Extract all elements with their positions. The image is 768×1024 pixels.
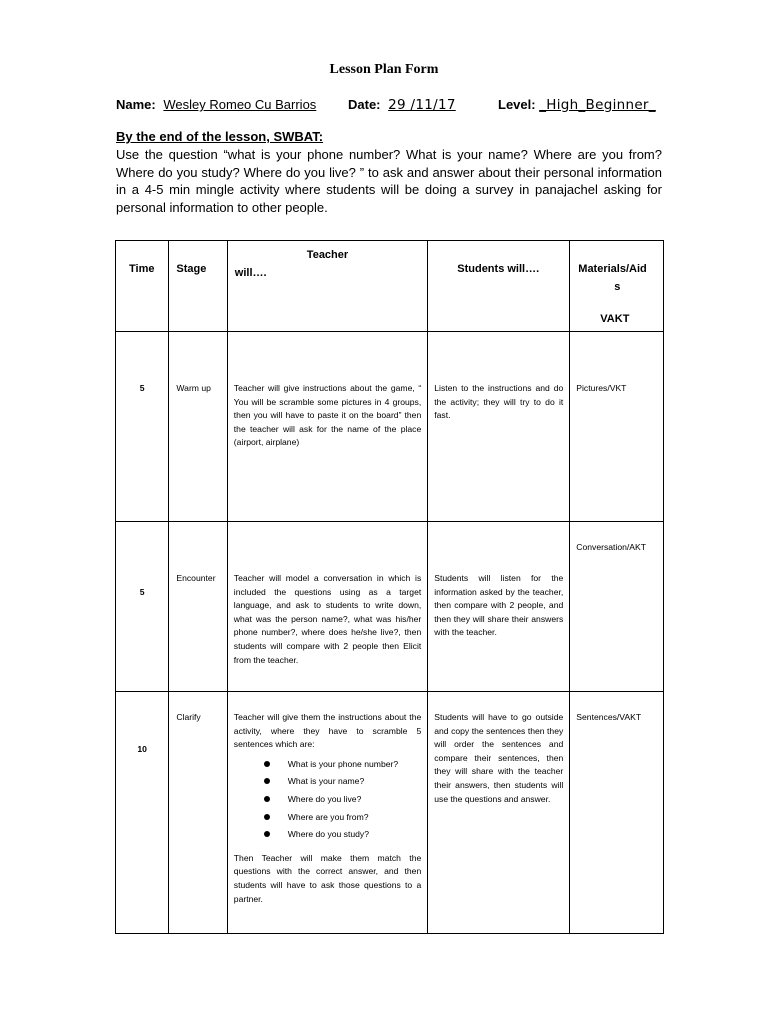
level-field [498,97,656,113]
header-materials [570,241,664,332]
name-label: Name: [116,97,156,112]
name-value: Wesley Romeo Cu Barrios [163,97,317,112]
table-row [116,692,664,934]
time-value: 5 [139,587,145,597]
materials-text: Sentences/VAKT [576,712,642,722]
teacher-text: Teacher will give instructions about the game, “ You will be scramble some pictures in 4 groups, then you will have to paste it on the board” then the teacher will ask for the name of the place (airport, airplane) [233,383,422,448]
row-students [428,332,570,522]
table-row [116,332,664,522]
header-students [428,241,570,332]
header-time [116,241,169,332]
row-materials [570,522,664,692]
row-time [116,332,169,522]
stage-value: Clarify [176,712,201,722]
list-item: What is your name? [264,773,421,791]
row-students [428,692,570,934]
students-text: Students will have to go outside and copy the sentences then they will order the sentences and compare their sentences, then they will share with the teacher their answers, then students will use the questions and answer. [434,712,564,804]
objective-text: Use the question “what is your phone number? What is your name? Where are you from? Where do you study? Where do you live? ” to ask and answer about their personal information in a 4-5 min mingle activity where students will be doing a survey in panajachel asking for personal information to other people. [116,147,662,215]
question-list [234,756,421,844]
teacher-outro-text: Then Teacher will make them match the questions with the correct answer, and then students will have to ask those questions to a partner. [233,852,422,904]
list-item: Where do you study? [264,826,421,844]
teacher-text: Teacher will model a conversation in which is included the questions using as a target language, and ask to students to write down, what was the person name?, what was his/her phone number?, where does he/she live?, then students will compare with 2 people then Elicit from the teacher. [233,573,422,665]
header-stage-label: Stage [176,263,207,275]
list-item: What is your phone number? [264,756,421,774]
header-teacher-line1: Teacher [306,249,349,261]
students-text: Students will listen for the information asked by the teacher, then compare with 2 people, and then they will share their answers with the teacher. [434,573,564,638]
materials-text: Conversation/AKT [576,542,647,552]
row-stage [169,332,227,522]
objective-heading: By the end of the lesson, SWBAT: [116,129,324,144]
level-value: _High_Beginner_ [539,97,656,113]
row-teacher [227,692,427,934]
header-materials-line2: s [614,281,621,293]
stage-value: Encounter [176,573,216,583]
list-item: Where do you live? [264,791,421,809]
row-stage [169,522,227,692]
time-value: 10 [137,744,147,754]
header-materials-line3: VAKT [600,313,630,325]
row-stage [169,692,227,934]
header-stage [169,241,227,332]
header-time-label: Time [129,263,155,275]
page-title: Lesson Plan Form [329,62,439,77]
list-item: Where are you from? [264,809,421,827]
header-teacher-line2: will…. [234,267,267,279]
date-value: 29 /11/17 [388,97,456,113]
row-teacher [227,332,427,522]
teacher-intro-text: Teacher will give them the instructions about the activity, where they have to scramble 5 sentences which are: [233,712,422,750]
table-header-row [116,241,664,332]
level-label: Level: [498,97,536,112]
row-time [116,692,169,934]
time-value: 5 [139,383,145,393]
row-time [116,522,169,692]
materials-text: Pictures/VKT [576,383,627,393]
header-students-label: Students will…. [457,263,540,275]
row-materials [570,692,664,934]
stage-value: Warm up [176,383,211,393]
header-materials-line1: Materials/Aid [578,263,647,275]
row-materials [570,332,664,522]
date-label: Date: [348,97,381,112]
lesson-plan-table [115,240,664,934]
name-field [116,97,316,112]
header-teacher [227,241,427,332]
table-row [116,522,664,692]
date-field [348,97,456,113]
students-text: Listen to the instructions and do the activity; they will try to do it fast. [434,383,564,421]
row-teacher [227,522,427,692]
row-students [428,522,570,692]
